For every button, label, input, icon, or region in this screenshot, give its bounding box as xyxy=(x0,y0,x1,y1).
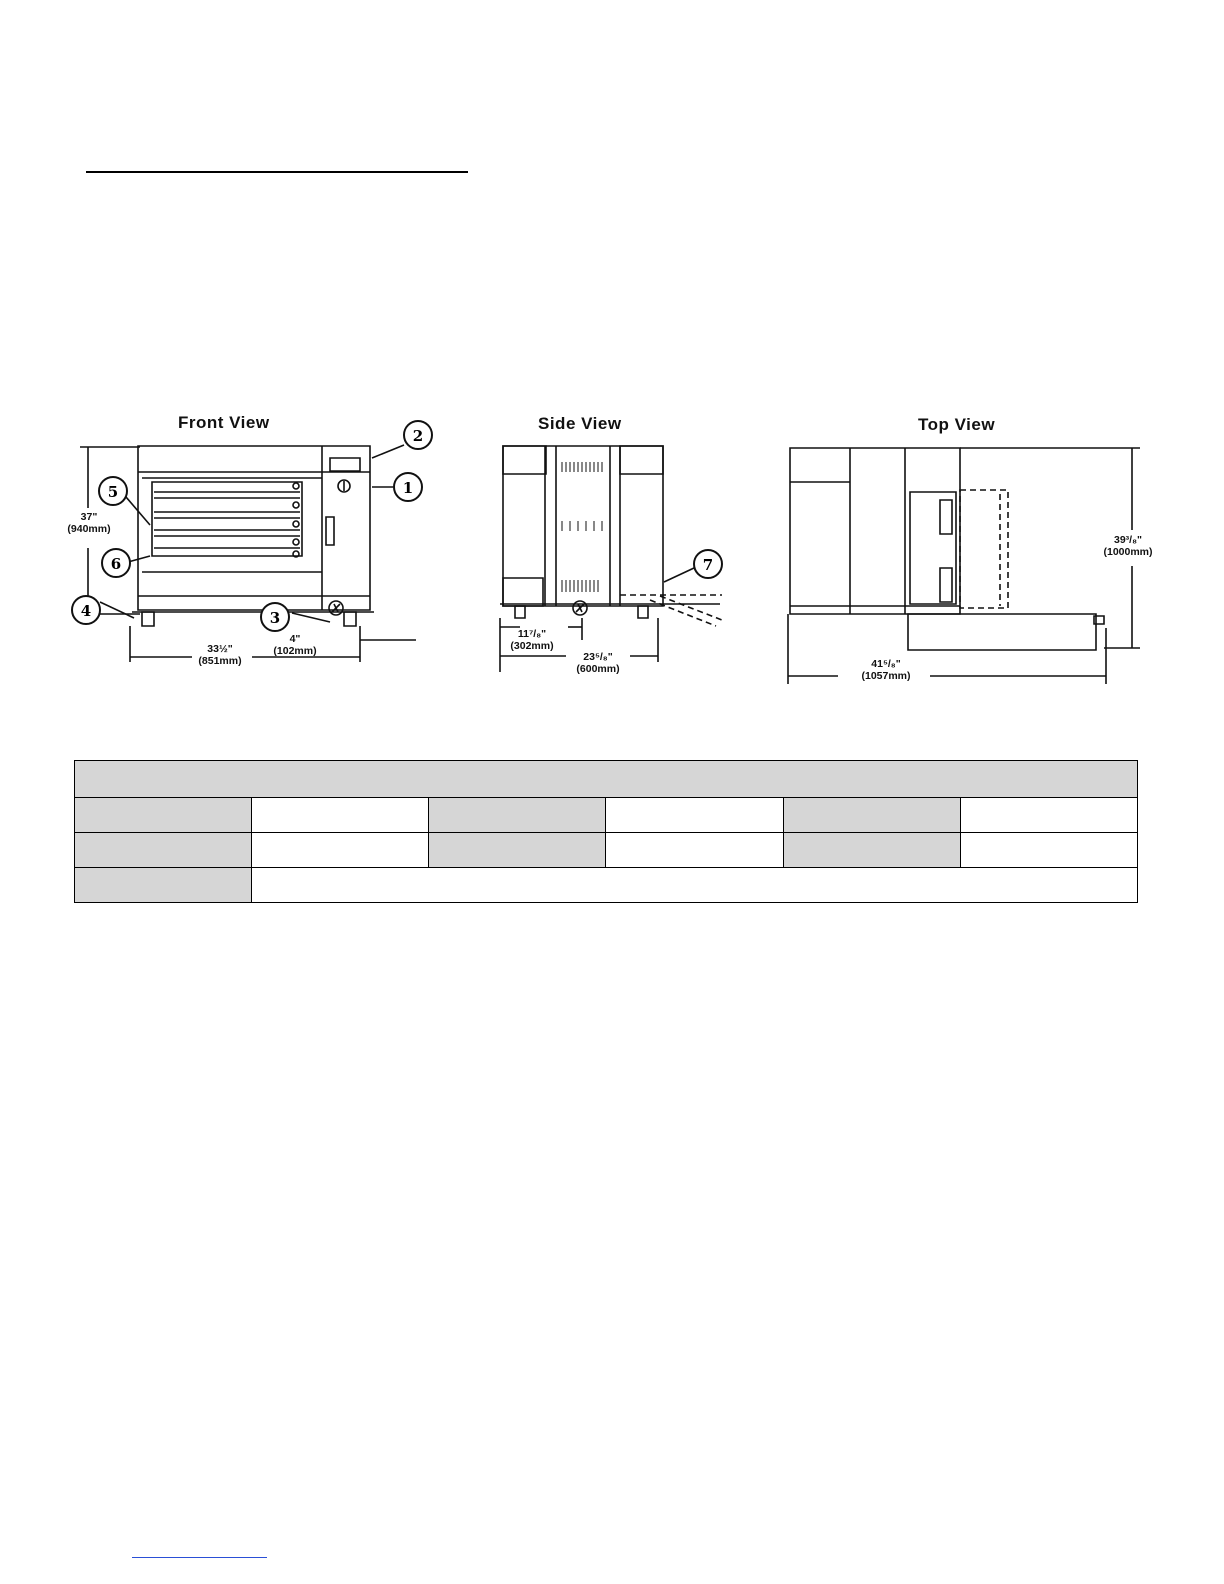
front-view-drawing xyxy=(80,445,416,662)
side-offset-dim: 11⁷/₈" (302mm) xyxy=(510,628,554,652)
svg-text:6: 6 xyxy=(110,555,122,573)
table-header-cell xyxy=(75,761,1138,798)
table-key-cell xyxy=(783,798,960,833)
svg-text:1: 1 xyxy=(402,479,414,497)
table-row xyxy=(75,833,1138,868)
table-value-cell xyxy=(252,868,1138,903)
top-view-title: Top View xyxy=(918,415,996,434)
table-value-cell xyxy=(606,833,783,868)
table-key-cell xyxy=(429,798,606,833)
table-value-cell xyxy=(252,833,429,868)
footer-link-underline[interactable] xyxy=(132,1557,267,1558)
callout-6 xyxy=(102,549,130,577)
front-width-dim: 33½" (851mm) xyxy=(198,643,242,667)
svg-text:3: 3 xyxy=(269,609,281,627)
table-value-cell xyxy=(960,798,1137,833)
callout-4 xyxy=(72,596,100,624)
callout-1 xyxy=(394,473,422,501)
table-row xyxy=(75,798,1138,833)
table-value-cell xyxy=(960,833,1137,868)
specification-table xyxy=(74,760,1138,903)
svg-text:4: 4 xyxy=(80,602,92,620)
svg-text:5: 5 xyxy=(107,483,119,501)
top-depth-dim: 39³/₈" (1000mm) xyxy=(1103,534,1153,558)
side-depth-dim: 23⁵/₈" (600mm) xyxy=(576,651,620,675)
table-value-cell xyxy=(606,798,783,833)
top-view-drawing xyxy=(788,448,1140,684)
table-value-cell xyxy=(252,798,429,833)
side-view-title: Side View xyxy=(538,414,622,433)
front-leg-dim: 4" (102mm) xyxy=(273,633,317,657)
callout-3 xyxy=(261,603,289,631)
svg-text:2: 2 xyxy=(412,427,424,445)
equipment-drawing xyxy=(0,0,1224,720)
table-header-row xyxy=(75,761,1138,798)
svg-text:7: 7 xyxy=(702,556,714,574)
table-key-cell xyxy=(75,868,252,903)
table-row xyxy=(75,868,1138,903)
table-key-cell xyxy=(75,833,252,868)
table-key-cell xyxy=(75,798,252,833)
callout-5 xyxy=(99,477,127,505)
table-key-cell xyxy=(429,833,606,868)
top-width-dim: 41⁵/₈" (1057mm) xyxy=(861,658,911,682)
front-height-dim: 37" (940mm) xyxy=(67,511,111,535)
callout-2 xyxy=(404,421,432,449)
callout-7 xyxy=(694,550,722,578)
table-key-cell xyxy=(783,833,960,868)
front-view-title: Front View xyxy=(178,413,270,432)
